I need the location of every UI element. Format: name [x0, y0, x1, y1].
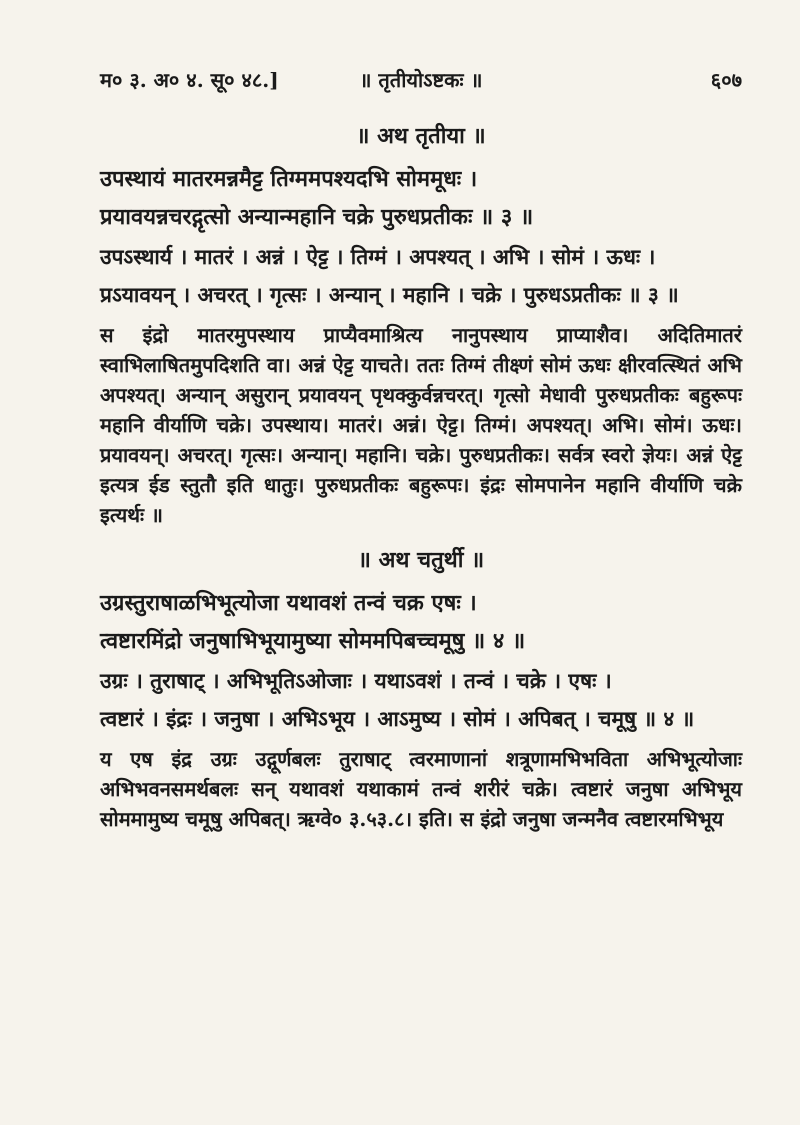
padapatha-text	[100, 238, 742, 314]
verse-line: उपस्थायं मातरमन्नमैट्ट तिग्ममपश्यदभि सोममूधः ।	[100, 166, 478, 192]
section-third-verse	[100, 120, 742, 530]
padapatha-line: उपऽस्थार्य । मातरं । अन्नं । ऐट्ट । तिग्मं । अपश्यत् । अभि । सोमं । ऊधः ।	[100, 244, 656, 269]
verse-text	[100, 584, 742, 660]
running-head	[100, 66, 742, 96]
section-fourth-verse	[100, 544, 742, 834]
padapatha-line: प्रऽयावयन् । अचरत् । गृत्सः । अन्यान् । महानि । चक्रे । पुरुधऽप्रतीकः ॥ ३ ॥	[100, 282, 679, 307]
running-head-left: म० ३. अ० ४. सू० ४८.]	[100, 68, 279, 92]
page-body	[100, 120, 742, 834]
section-gap	[100, 530, 742, 544]
verse-line: प्रयावयन्नचरद्गृत्सो अन्यान्महानि चक्रे पुरुधप्रतीकः ॥ ३ ॥	[100, 204, 534, 230]
commentary-paragraph: य एष इंद्र उग्रः उद्गूर्णबलः तुराषाट् त्वरमाणानां शत्रूणामभिभविता अभिभूत्योजाः अभिभवनसमर्थबलः सन् यथावशं यथाकामं तन्वं शरीरं चक्रे। त्वष्टारं जनुषा अभिभूय सोममामुष्य चमूषु अपिबत्। ऋग्वे० ३.५३.८। इति। स इंद्रो जनुषा जन्मनैव त्वष्टारमभिभूय	[100, 747, 742, 831]
verse-text	[100, 160, 742, 236]
section-title: ॥ अथ चतुर्थी ॥	[357, 547, 485, 573]
verse-line: त्वष्टारमिंद्रो जनुषाभिभूयामुष्या सोममपिबच्चमूषु ॥ ४ ॥	[100, 628, 526, 654]
padapatha-line: त्वष्टारं । इंद्रः । जनुषा । अभिऽभूय । आऽमुष्य । सोमं । अपिबत् । चमूषु ॥ ४ ॥	[100, 706, 695, 731]
running-head-title: ॥ तृतीयोऽष्टकः ॥	[359, 68, 483, 92]
verse-line: उग्रस्तुराषाळभिभूत्योजा यथावशं तन्वं चक्र एषः ।	[100, 590, 477, 616]
padapatha-line: उग्रः । तुराषाट् । अभिभूतिऽओजाः । यथाऽवशं । तन्वं । चक्रे । एषः ।	[100, 668, 612, 693]
page-number: ६०७	[710, 68, 742, 92]
padapatha-text	[100, 662, 742, 738]
commentary-paragraph: स इंद्रो मातरमुपस्थाय प्राप्यैवमाश्रित्य नानुपस्थाय प्राप्याशैव। अदितिमातरं स्वाभिलाषितमुपदिशति वा। अन्नं ऐट्ट याचते। ततः तिग्मं तीक्ष्णं सोमं ऊधः क्षीरवत्स्थितं अभि अपश्यत्। अन्यान् असुरान् प्रयावयन् पृथक्कुर्वन्नचरत्। गृत्सो मेधावी पुरुधप्रतीकः बहुरूपः महानि वीर्याणि चक्रे। उपस्थाय। मातरं। अन्नं। ऐट्ट। तिग्मं। अपश्यत्। अभि। सोमं। ऊधः। प्रयावयन्। अचरत्। गृत्सः। अन्यान्। महानि। चक्रे। पुरुधप्रतीकः। सर्वत्र स्वरो ज्ञेयः। अन्नं ऐट्ट इत्यत्र ईड स्तुतौ इति धातुः। पुरुधप्रतीकः बहुरूपः। इंद्रः सोमपानेन महानि वीर्याणि चक्रे इत्यर्थः ॥	[100, 323, 742, 527]
section-title: ॥ अथ तृतीया ॥	[356, 123, 486, 149]
